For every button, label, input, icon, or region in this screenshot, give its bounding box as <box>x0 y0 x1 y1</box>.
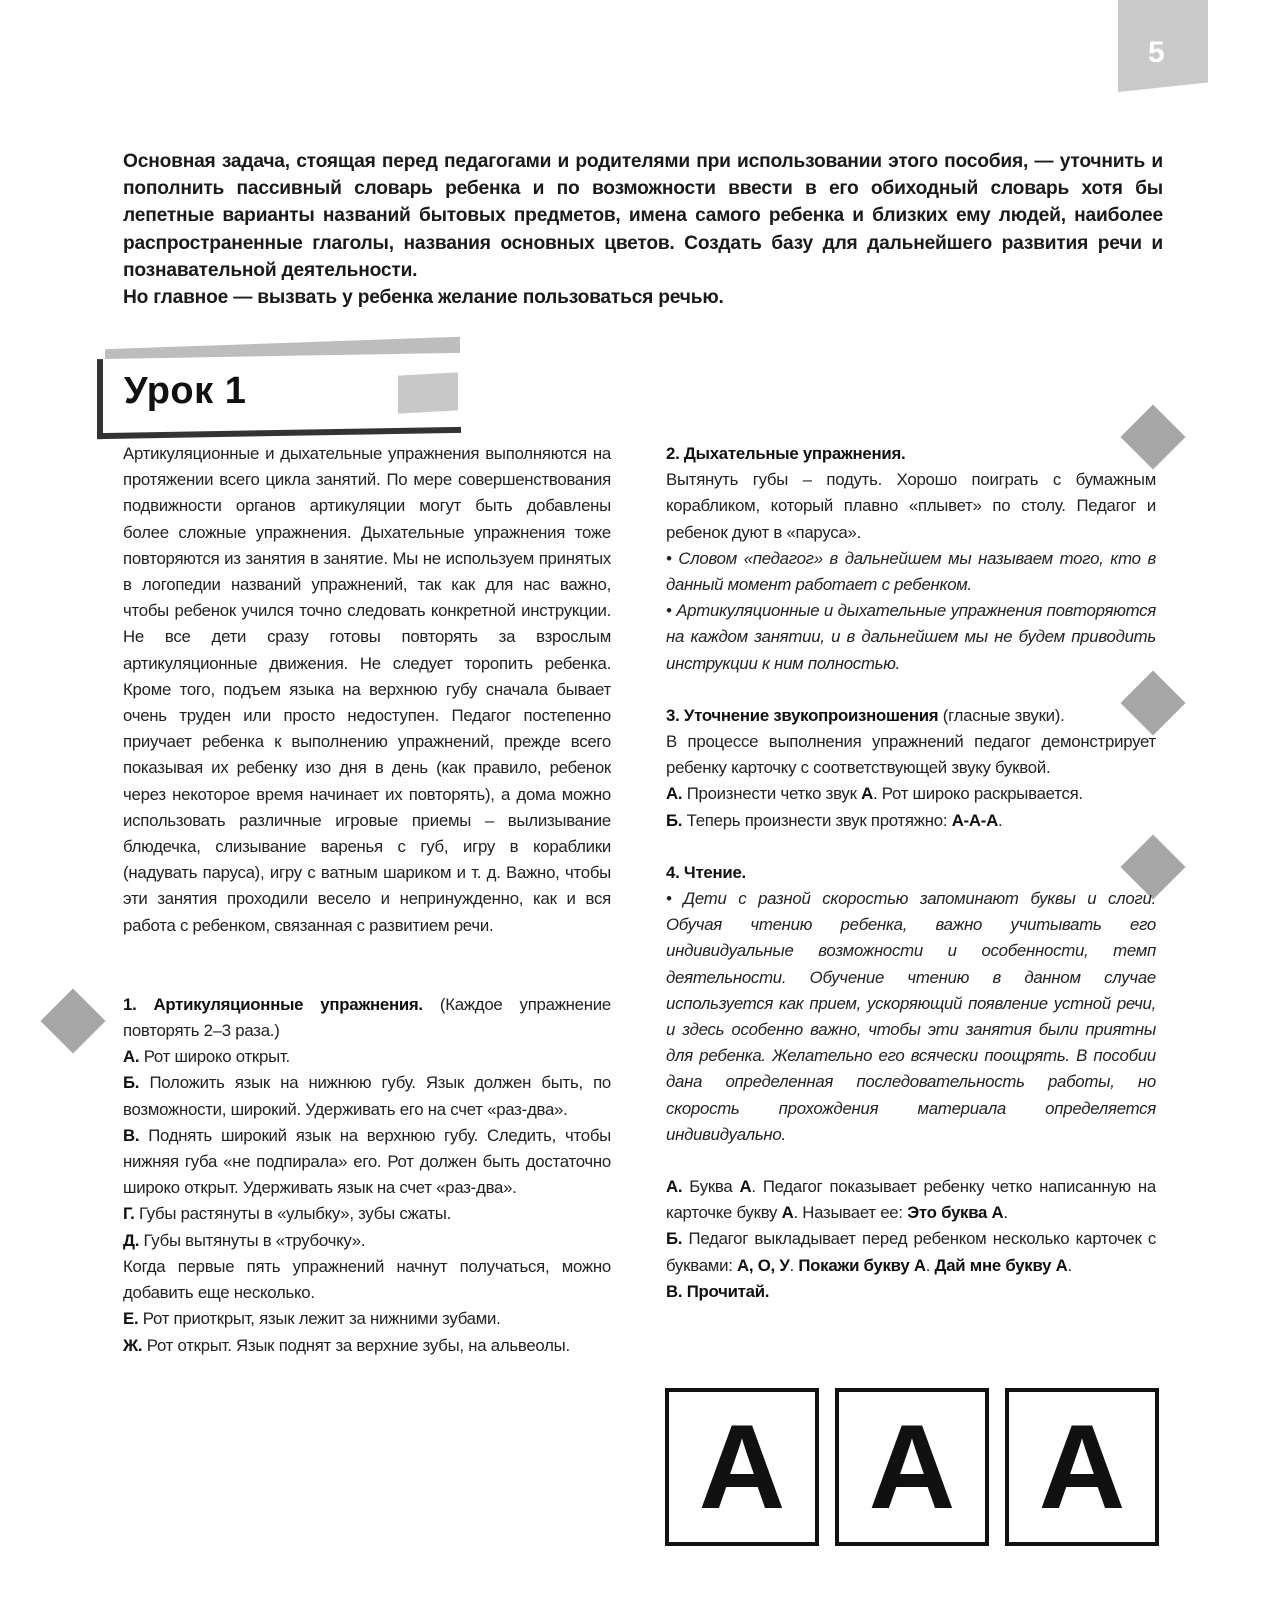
italic-note: • Словом «педагог» в дальнейшем мы называем того, кто в данный момент работает с ребенком. <box>666 548 1156 595</box>
item-text: . <box>789 1255 799 1275</box>
section-heading <box>666 703 1156 729</box>
exercise-item <box>123 1333 611 1359</box>
item-text: . Называет ее: <box>793 1203 908 1223</box>
reading-item <box>666 1226 1156 1278</box>
letter-cards <box>665 1388 1159 1546</box>
exercise-item <box>123 1306 611 1332</box>
intro-text <box>123 148 1163 311</box>
sound: А-А-А <box>951 810 998 830</box>
item-label: В. <box>123 1125 140 1145</box>
section-note: (Каждое упражнение повторять 2–3 раза.) <box>123 994 611 1041</box>
letter: А <box>861 784 873 804</box>
page-number-tab <box>1118 0 1208 92</box>
section-title: 1. Артикуляционные упражнения. <box>123 994 423 1014</box>
item-text: Губы вытянуты в «трубочку». <box>139 1230 366 1250</box>
letter-card <box>835 1388 989 1546</box>
letter-card <box>665 1388 819 1546</box>
item-text: . <box>925 1255 935 1275</box>
item-text: . <box>1003 1203 1008 1223</box>
section-title: 2. Дыхательные упражнения. <box>666 444 906 463</box>
exercise-item <box>666 808 1156 834</box>
lesson-title: Урок 1 <box>124 370 247 412</box>
card-letter: А <box>868 1400 956 1534</box>
letter-card <box>1005 1388 1159 1546</box>
item-text: Теперь произнести звук протяжно: <box>682 810 952 830</box>
exercise-item <box>666 781 1156 807</box>
left-column <box>123 441 611 1359</box>
item-label: Б. <box>123 1073 140 1093</box>
letters: А, О, У <box>737 1255 790 1275</box>
item-text: . <box>997 810 1003 830</box>
letter: А <box>739 1177 752 1197</box>
phrase: Покажи букву А <box>798 1255 926 1275</box>
card-letter: А <box>698 1400 786 1534</box>
item-label: Б. <box>666 1229 683 1249</box>
exercise-item <box>123 1070 611 1122</box>
item-label: Д. <box>123 1230 140 1250</box>
right-column <box>666 441 1156 1305</box>
intro-paragraph: Но главное — вызвать у ребенка желание пользоваться речью. <box>123 287 724 309</box>
item-text: Буква <box>682 1177 740 1197</box>
section-note: (гласные звуки). <box>938 705 1065 725</box>
item-text: Губы растянуты в «улыбку», зубы сжаты. <box>134 1204 452 1224</box>
exercise-item <box>123 1044 611 1070</box>
item-text: . Педагог показывает ребенку четко написанную на карточке букву <box>666 1177 1156 1223</box>
reading-item <box>666 1174 1156 1226</box>
lesson-intro-paragraph: Артикуляционные и дыхательные упражнения выполняются на протяжении всего цикла занятий. По мере совершенствования подвижности органов артикуляции могут быть добавлены более сложные упражнения. Дыхательные упражнения тоже повторяются из занятия в занятие. Мы не используем принятых в логопедии названий упражнений, так как для нас важно, чтобы ребенок учился точно следовать конкретной инструкции. Не все дети сразу готовы повторять за взрослым артикуляционные движения. Не следует торопить ребенка. Кроме того, подъем языка на верхнюю губу сначала бывает очень труден или просто недоступен. Педагог постепенно приучает ребенка к выполнению упражнений, прежде всего показывая их ребенку изо дня в день (как правило, ребенок через некоторое время начинает их повторять), а дома можно использовать различные игровые приемы – вылизывание блюдечка, слизывание варенья с губ, игру в кораблики (надувать паруса), игру с ватным шариком и т. д. Важно, чтобы эти занятия проходили весело и непринужденно, как и вся работа с ребенком, связанная с развитием речи. <box>123 444 611 935</box>
section-title: 3. Уточнение звукопроизношения <box>666 705 939 725</box>
lesson-header-square <box>398 372 458 413</box>
card-letter: А <box>1038 1400 1126 1534</box>
exercise-item <box>123 1201 611 1227</box>
item-text: Рот открыт. Язык поднят за верхние зубы, на альвеолы. <box>142 1335 570 1355</box>
section-text: Вытянуть губы – подуть. Хорошо поиграть с бумажным корабликом, который плавно «плывет» по столу. Педагог и ребенок дуют в «паруса». <box>666 470 1156 542</box>
italic-note: • Артикуляционные и дыхательные упражнения повторяются на каждом занятии, и в дальнейшем мы не будем приводить инструкции к ним полностью. <box>666 601 1156 673</box>
item-label: А. <box>666 1177 683 1197</box>
diamond-icon <box>40 988 105 1053</box>
item-text: Положить язык на нижнюю губу. Язык должен быть, по возможности, широкий. Удерживать его на счет «раз-два». <box>123 1073 611 1119</box>
item-text: . Рот широко раскрывается. <box>872 784 1083 804</box>
item-text: Произнести четко звук <box>682 784 862 804</box>
reading-item: В. Прочитай. <box>666 1281 770 1301</box>
item-text: . <box>1067 1255 1072 1275</box>
section-articulation <box>123 992 611 1044</box>
item-text: Педагог выкладывает перед ребенком несколько карточек с буквами: <box>666 1229 1156 1275</box>
italic-note: • Дети с разной скоростью запоминают буквы и слоги. Обучая чтению ребенка, важно учитывать его индивидуальные возможности и особенности, темп деятельности. Обучение чтению в данном случае используется как прием, ускоряющий появление устной речи, и здесь особенно важно, чтобы эти занятия были приятны для ребенка. Желательно его всячески поощрять. В пособии дана определенная последовательность работы, но скорость прохождения материала определяется индивидуально. <box>666 889 1156 1144</box>
phrase: Дай мне букву А <box>934 1255 1068 1275</box>
section-title: 4. Чтение. <box>666 862 746 882</box>
intro-paragraph: Основная задача, стоящая перед педагогами и родителями при использовании этого пособия, — уточнить и пополнить пассивный словарь ребенка и по возможности ввести в его обиходный словарь хотя бы лепетные варианты названий бытовых предметов, имена самого ребенка и близких ему людей, наиболее распространенные глаголы, названия основных цветов. Создать базу для дальнейшего развития речи и познавательной деятельности. <box>123 151 1163 281</box>
letter: А <box>781 1203 794 1223</box>
item-label: Б. <box>666 810 683 830</box>
phrase: Это буква А <box>907 1203 1004 1223</box>
page-number: 5 <box>1148 35 1165 69</box>
item-text: Поднять широкий язык на верхнюю губу. Следить, чтобы нижняя губа «не подпирала» его. Рот должен быть достаточно широко открыт. Удерживать язык на счет «раз-два». <box>123 1125 611 1198</box>
item-label: Е. <box>123 1309 139 1329</box>
section-text: В процессе выполнения упражнений педагог демонстрирует ребенку карточку с соответствующей звуку буквой. <box>666 732 1156 778</box>
item-label: Г. <box>123 1204 135 1224</box>
item-label: А. <box>123 1047 140 1067</box>
item-label: А. <box>666 784 683 804</box>
item-text: Рот широко открыт. <box>139 1047 290 1067</box>
exercise-note: Когда первые пять упражнений начнут получаться, можно добавить еще несколько. <box>123 1256 611 1303</box>
exercise-item <box>123 1228 611 1254</box>
item-text: Рот приоткрыт, язык лежит за нижними зубами. <box>138 1309 501 1329</box>
item-label: Ж. <box>123 1335 143 1355</box>
exercise-item <box>123 1123 611 1202</box>
